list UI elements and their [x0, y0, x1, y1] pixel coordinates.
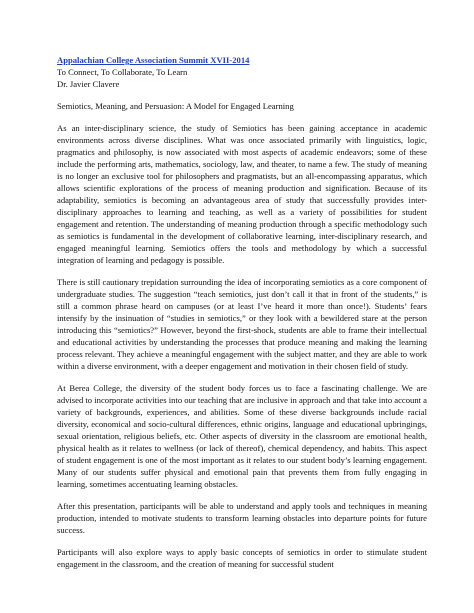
- body-paragraph-4: After this presentation, participants will be able to understand and apply tools and techniques in meaning production, intended to motivate students to transform learning obstacles into departure points for future success.: [57, 501, 427, 535]
- author-name: Dr. Javier Clavere: [57, 79, 120, 89]
- body-paragraph-2: There is still cautionary trepidation surrounding the idea of incorporating semiotics as a core component of undergraduate studies. The suggestion “teach semiotics, just don’t call it that in front of the students,” is still a common phrase heard on campuses (or at least I’ve heard it more than once!). Students’ fears intensify by the insinuation of “studies in semiotics,” or they look with a bewildered stare at the person introducing this “semiotics?” However, beyond the first-shock, students are able to frame their intellectual and educational activities by understanding the processes that produce meaning and making the learning process relevant. They achieve a meaningful engagement with the subject matter, and they are able to work within a diverse environment, with a deeper engagement and motivation in their chosen field of study.: [57, 277, 427, 371]
- summit-tagline: To Connect, To Collaborate, To Learn: [57, 67, 188, 77]
- body-paragraph-1: As an inter-disciplinary science, the study of Semiotics has been gaining acceptance in academic environments across diverse disciplines. What was once associated primarily with linguistics, logic, pragmatics and philosophy, is now associated with most aspects of academic endeavors; some of these include the performing arts, mathematics, sociology, law, and theater, to name a few. The study of meaning is no longer an exclusive tool for philosophers and pragmatists, but an all-encompassing apparatus, which allows scientific explorations of the process of meaning production and signification. Because of its adaptability, semiotics is becoming an advantageous area of study that successfully provides inter-disciplinary approaches to learning and teaching, as well as a variety of possibilities for student engagement and retention. The understanding of meaning production through a specific methodology such as semiotics is fundamental in the development of collaborative learning, inter-disciplinary research, and engaged meaningful learning. Semiotics offers the tools and methodology by which a successful integration of learning and pedagogy is possible.: [57, 123, 427, 265]
- body-paragraph-3: At Berea College, the diversity of the student body forces us to face a fascinating challenge. We are advised to incorporate activities into our teaching that are inclusive in approach and that take into account a variety of backgrounds, experiences, and abilities. Some of these diverse backgrounds include racial diversity, economical and socio-cultural differences, ethnic origins, language and educational upbringings, sexual orientation, religious beliefs, etc. Other aspects of diversity in the classroom are emotional health, physical health as it relates to wellness (or lack of thereof), chemical dependency, and habits. This aspect of student engagement is one of the most important as it relates to our student body’s learning engagement. Many of our students suffer physical and emotional pain that prevents them from fully engaging in learning, sometimes accentuating learning obstacles.: [57, 383, 427, 489]
- document-page: [57, 54, 427, 580]
- body-paragraph-5: Participants will also explore ways to apply basic concepts of semiotics in order to stimulate student engagement in the classroom, and the creation of meaning for successful student: [57, 547, 427, 569]
- summit-title-link[interactable]: Appalachian College Association Summit XVII-2014: [57, 55, 250, 65]
- paper-title: Semiotics, Meaning, and Persuasion: A Model for Engaged Learning: [57, 101, 294, 111]
- document-header: [57, 54, 427, 90]
